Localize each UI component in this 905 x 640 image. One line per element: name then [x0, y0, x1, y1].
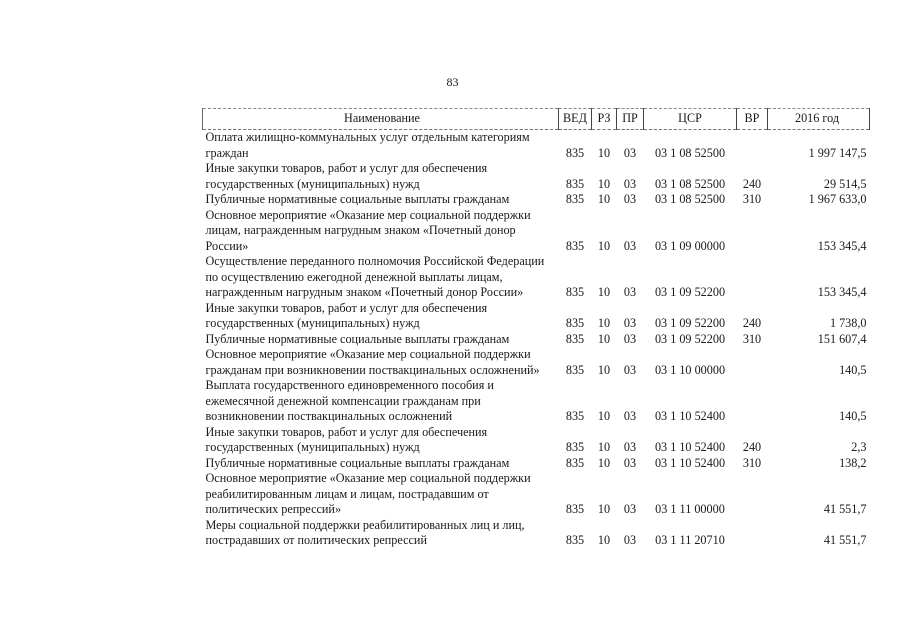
row-name: Меры социальной поддержки реабилитированных лиц и лиц, пострадавших от политических репрессий [205, 517, 525, 547]
row-csr: 03 1 08 52500 [654, 145, 726, 160]
budget-table [202, 108, 870, 549]
row-ved: 835 [565, 533, 585, 547]
row-csr: 03 1 08 52500 [654, 176, 726, 191]
table-body [203, 130, 870, 549]
row-rz: 10 [597, 502, 611, 516]
row-sum: 41 551,7 [823, 533, 867, 547]
row-csr: 03 1 09 00000 [654, 238, 726, 253]
row-ved: 835 [565, 176, 585, 191]
row-rz: 10 [597, 409, 611, 423]
row-rz: 10 [597, 192, 611, 206]
header-name: Наименование [203, 109, 559, 130]
row-vr: 310 [742, 192, 762, 206]
row-sum: 140,5 [839, 409, 867, 423]
row-csr: 03 1 10 00000 [654, 362, 726, 377]
row-ved: 835 [565, 362, 585, 377]
header-rz: РЗ [592, 109, 617, 130]
row-ved: 835 [565, 285, 585, 299]
row-vr: 310 [742, 455, 762, 470]
row-sum: 2,3 [851, 440, 867, 454]
row-vr: 240 [742, 440, 762, 454]
row-pr: 03 [623, 331, 637, 346]
row-rz: 10 [597, 533, 611, 547]
table-row [203, 378, 870, 425]
row-pr: 03 [623, 176, 637, 191]
table-row [203, 471, 870, 518]
header-ved: ВЕД [559, 109, 592, 130]
row-sum: 153 345,4 [817, 285, 867, 299]
page-number: 83 [446, 75, 459, 89]
row-csr: 03 1 09 52200 [654, 285, 726, 299]
row-sum: 151 607,4 [817, 331, 867, 346]
row-sum: 153 345,4 [817, 238, 867, 253]
row-ved: 835 [565, 440, 585, 454]
row-sum: 29 514,5 [823, 176, 867, 191]
row-pr: 03 [623, 533, 637, 547]
row-ved: 835 [565, 192, 585, 206]
row-vr: 240 [742, 316, 762, 330]
header-pr: ПР [617, 109, 644, 130]
row-rz: 10 [597, 455, 611, 470]
row-vr [737, 208, 768, 255]
row-sum: 1 967 633,0 [808, 192, 867, 206]
header-vr: ВР [737, 109, 768, 130]
row-vr [737, 254, 768, 301]
row-csr: 03 1 09 52200 [654, 316, 726, 330]
row-sum: 1 738,0 [829, 316, 867, 330]
row-vr: 240 [742, 176, 762, 191]
row-name: Иные закупки товаров, работ и услуг для обеспечения государственных (муниципальных) нужд [205, 300, 488, 330]
row-ved: 835 [565, 409, 585, 423]
row-name: Выплата государственного единовременного пособия и ежемесячной денежной компенсации гражданам при возникновении поствакцинальных осложнений [205, 378, 494, 423]
table-row [203, 425, 870, 456]
row-sum: 41 551,7 [823, 502, 867, 516]
row-ved: 835 [565, 455, 585, 470]
row-vr [737, 471, 768, 518]
row-ved: 835 [565, 502, 585, 516]
row-sum: 138,2 [839, 455, 867, 470]
row-rz: 10 [597, 440, 611, 454]
row-pr: 03 [623, 145, 637, 160]
row-ved: 835 [565, 316, 585, 330]
row-ved: 835 [565, 331, 585, 346]
table-row [203, 192, 870, 208]
row-name: Публичные нормативные социальные выплаты гражданам [205, 192, 510, 206]
row-name: Оплата жилищно-коммунальных услуг отдельным категориям граждан [205, 130, 530, 160]
row-name: Осуществление переданного полномочия Российской Федерации по осуществлению ежегодной денежной выплаты лицам, награжденным нагрудным знаком «Почетный донор России» [205, 254, 545, 299]
table-row [203, 161, 870, 192]
row-rz: 10 [597, 145, 611, 160]
row-sum: 140,5 [839, 362, 867, 377]
row-vr [737, 347, 768, 378]
row-rz: 10 [597, 362, 611, 377]
row-name: Основное мероприятие «Оказание мер социальной поддержки гражданам при возникновении поствакцинальных осложнений» [205, 347, 540, 377]
row-csr: 03 1 09 52200 [654, 331, 726, 346]
row-csr: 03 1 08 52500 [654, 192, 726, 206]
row-pr: 03 [623, 502, 637, 516]
row-rz: 10 [597, 316, 611, 330]
row-pr: 03 [623, 285, 637, 299]
row-pr: 03 [623, 192, 637, 206]
row-vr: 310 [742, 331, 762, 346]
row-pr: 03 [623, 440, 637, 454]
row-rz: 10 [597, 238, 611, 253]
row-vr [737, 130, 768, 162]
table-row [203, 130, 870, 162]
row-sum: 1 997 147,5 [808, 145, 867, 160]
row-rz: 10 [597, 331, 611, 346]
row-vr [737, 518, 768, 549]
table-row [203, 301, 870, 332]
row-rz: 10 [597, 285, 611, 299]
table-header-row [203, 109, 870, 130]
table-row [203, 332, 870, 348]
header-csr: ЦСР [644, 109, 737, 130]
row-pr: 03 [623, 316, 637, 330]
row-pr: 03 [623, 362, 637, 377]
row-pr: 03 [623, 409, 637, 423]
row-name: Публичные нормативные социальные выплаты гражданам [205, 331, 510, 346]
table-row [203, 456, 870, 472]
row-csr: 03 1 10 52400 [654, 455, 726, 470]
row-name: Основное мероприятие «Оказание мер социальной поддержки лицам, награжденным нагрудным знаком «Почетный донор России» [205, 207, 531, 253]
row-rz: 10 [597, 176, 611, 191]
row-name: Основное мероприятие «Оказание мер социальной поддержки реабилитированным лицам и лицам, пострадавшим от политических репрессий» [205, 471, 531, 516]
row-vr [737, 378, 768, 425]
table-row [203, 347, 870, 378]
row-name: Иные закупки товаров, работ и услуг для обеспечения государственных (муниципальных) нужд [205, 161, 488, 191]
row-csr: 03 1 11 00000 [655, 502, 725, 516]
row-name: Иные закупки товаров, работ и услуг для обеспечения государственных (муниципальных) нужд [205, 424, 488, 454]
row-pr: 03 [623, 455, 637, 470]
row-csr: 03 1 11 20710 [655, 533, 725, 547]
row-ved: 835 [565, 145, 585, 160]
table-row [203, 208, 870, 255]
row-name: Публичные нормативные социальные выплаты гражданам [205, 455, 510, 470]
header-sum: 2016 год [768, 109, 870, 130]
row-csr: 03 1 10 52400 [654, 440, 726, 454]
row-ved: 835 [565, 238, 585, 253]
table-row [203, 518, 870, 549]
table-row [203, 254, 870, 301]
row-pr: 03 [623, 238, 637, 253]
row-csr: 03 1 10 52400 [654, 409, 726, 423]
